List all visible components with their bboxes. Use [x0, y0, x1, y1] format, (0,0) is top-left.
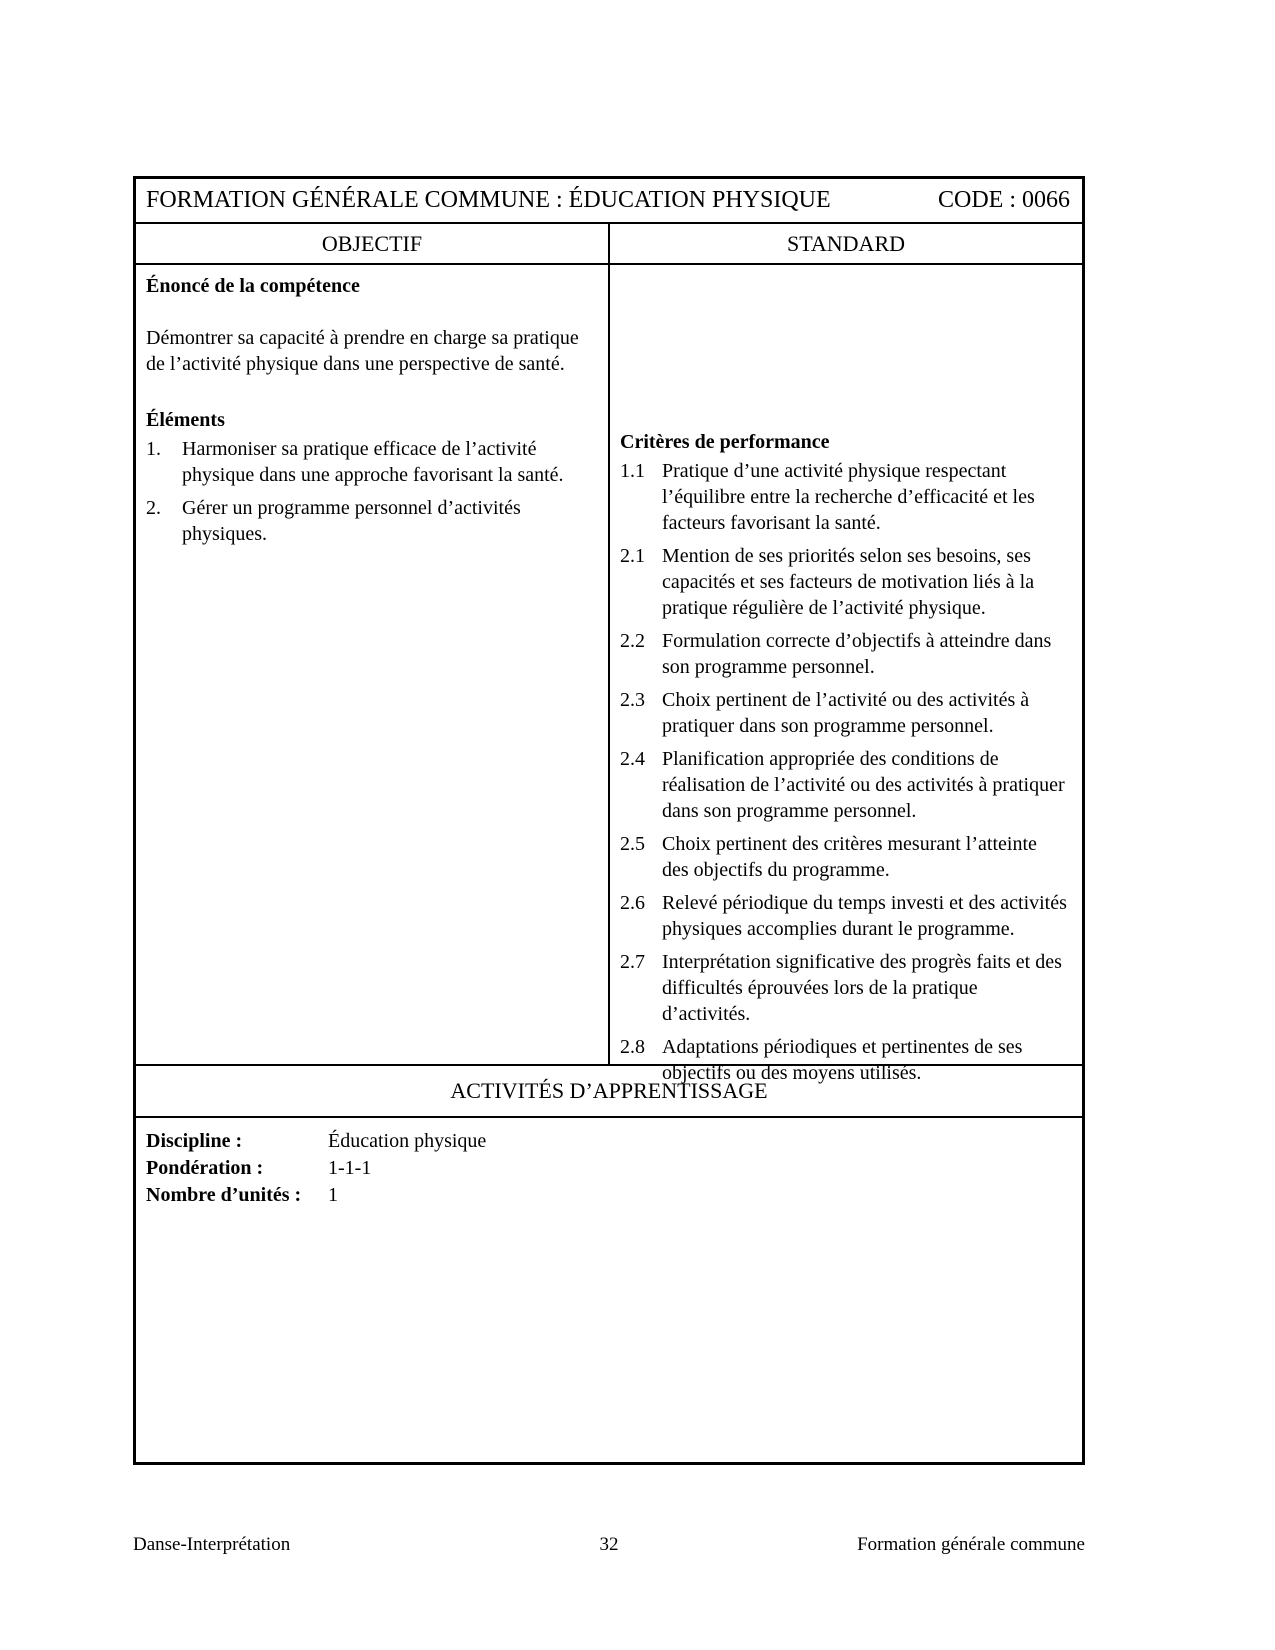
- footer-page-number: 32: [599, 1534, 619, 1555]
- column-header-standard: STANDARD: [786, 230, 906, 256]
- critere-number: 2.7: [620, 951, 645, 973]
- standard-cell: [610, 265, 1082, 1084]
- critere-text: Relevé périodique du temps investi et des activités physiques accomplies durant le programme.: [662, 892, 1067, 940]
- criteres-list: [620, 458, 1068, 1086]
- column-headers: [136, 224, 1082, 265]
- content-row: [136, 265, 1082, 1084]
- detail-value: 1-1-1: [328, 1157, 372, 1179]
- critere-number: 2.2: [620, 630, 645, 652]
- critere-text: Interprétation significative des progrès faits et des difficultés éprouvées lors de la pratique d’activités.: [662, 951, 1062, 1025]
- critere-item: [620, 628, 1068, 680]
- critere-number: 2.1: [620, 545, 645, 567]
- activites-heading: ACTIVITÉS D’APPRENTISSAGE: [136, 1066, 1082, 1118]
- critere-item: [620, 458, 1068, 536]
- detail-label: Discipline :: [146, 1130, 243, 1152]
- objectif-cell: [136, 265, 610, 1064]
- critere-item: [620, 687, 1068, 739]
- element-number: 2.: [146, 497, 161, 519]
- element-text: Gérer un programme personnel d’activités physiques.: [182, 497, 521, 545]
- critere-item: [620, 890, 1068, 942]
- detail-value: Éducation physique: [328, 1130, 487, 1152]
- detail-value: 1: [328, 1184, 338, 1206]
- critere-item: [620, 949, 1068, 1027]
- detail-nombre-unites: [146, 1182, 1072, 1209]
- footer-program: Danse-Interprétation: [133, 1534, 291, 1555]
- critere-text: Adaptations périodiques et pertinentes de ses objectifs ou des moyens utilisés.: [662, 1036, 1023, 1084]
- critere-text: Choix pertinent de l’activité ou des activités à pratiquer dans son programme personnel.: [662, 689, 1030, 737]
- details-section: [136, 1118, 1082, 1219]
- enonce-heading: Énoncé de la compétence: [146, 275, 360, 297]
- critere-number: 2.6: [620, 892, 645, 914]
- critere-item: [620, 543, 1068, 621]
- critere-text: Formulation correcte d’objectifs à atteindre dans son programme personnel.: [662, 630, 1052, 678]
- critere-number: 2.5: [620, 833, 645, 855]
- detail-discipline: [146, 1128, 1072, 1155]
- element-item: [146, 436, 594, 488]
- critere-number: 1.1: [620, 460, 645, 482]
- critere-text: Pratique d’une activité physique respectant l’équilibre entre la recherche d’efficacité et les facteurs favorisant la santé.: [662, 460, 1035, 534]
- elements-list: [146, 436, 594, 547]
- critere-text: Planification appropriée des conditions de réalisation de l’activité ou des activités à pratiquer dans son programme personnel.: [662, 748, 1065, 822]
- element-number: 1.: [146, 438, 161, 460]
- document-title: FORMATION GÉNÉRALE COMMUNE : ÉDUCATION PHYSIQUE: [146, 187, 831, 213]
- detail-label: Nombre d’unités :: [146, 1184, 302, 1206]
- critere-number: 2.3: [620, 689, 645, 711]
- column-header-objectif: OBJECTIF: [136, 224, 610, 263]
- detail-ponderation: [146, 1155, 1072, 1182]
- element-item: [146, 495, 594, 547]
- critere-text: Mention de ses priorités selon ses besoins, ses capacités et ses facteurs de motivation liés à la pratique régulière de l’activité physique.: [662, 545, 1035, 619]
- enonce-text: Démontrer sa capacité à prendre en charge sa pratique de l’activité physique dans une perspective de santé.: [146, 327, 579, 375]
- criteres-heading: Critères de performance: [620, 431, 830, 453]
- critere-text: Choix pertinent des critères mesurant l’atteinte des objectifs du programme.: [662, 833, 1037, 881]
- critere-item: [620, 831, 1068, 883]
- critere-number: 2.8: [620, 1036, 645, 1058]
- page-footer: [133, 1534, 1085, 1556]
- critere-number: 2.4: [620, 748, 645, 770]
- elements-heading: Éléments: [146, 409, 225, 431]
- competency-table: [133, 176, 1085, 1465]
- document-code: CODE : 0066: [938, 187, 1070, 213]
- footer-section: Formation générale commune: [857, 1534, 1085, 1555]
- table-title-row: [136, 179, 1082, 224]
- detail-label: Pondération :: [146, 1157, 264, 1179]
- element-text: Harmoniser sa pratique efficace de l’activité physique dans une approche favorisant la santé.: [182, 438, 564, 486]
- critere-item: [620, 746, 1068, 824]
